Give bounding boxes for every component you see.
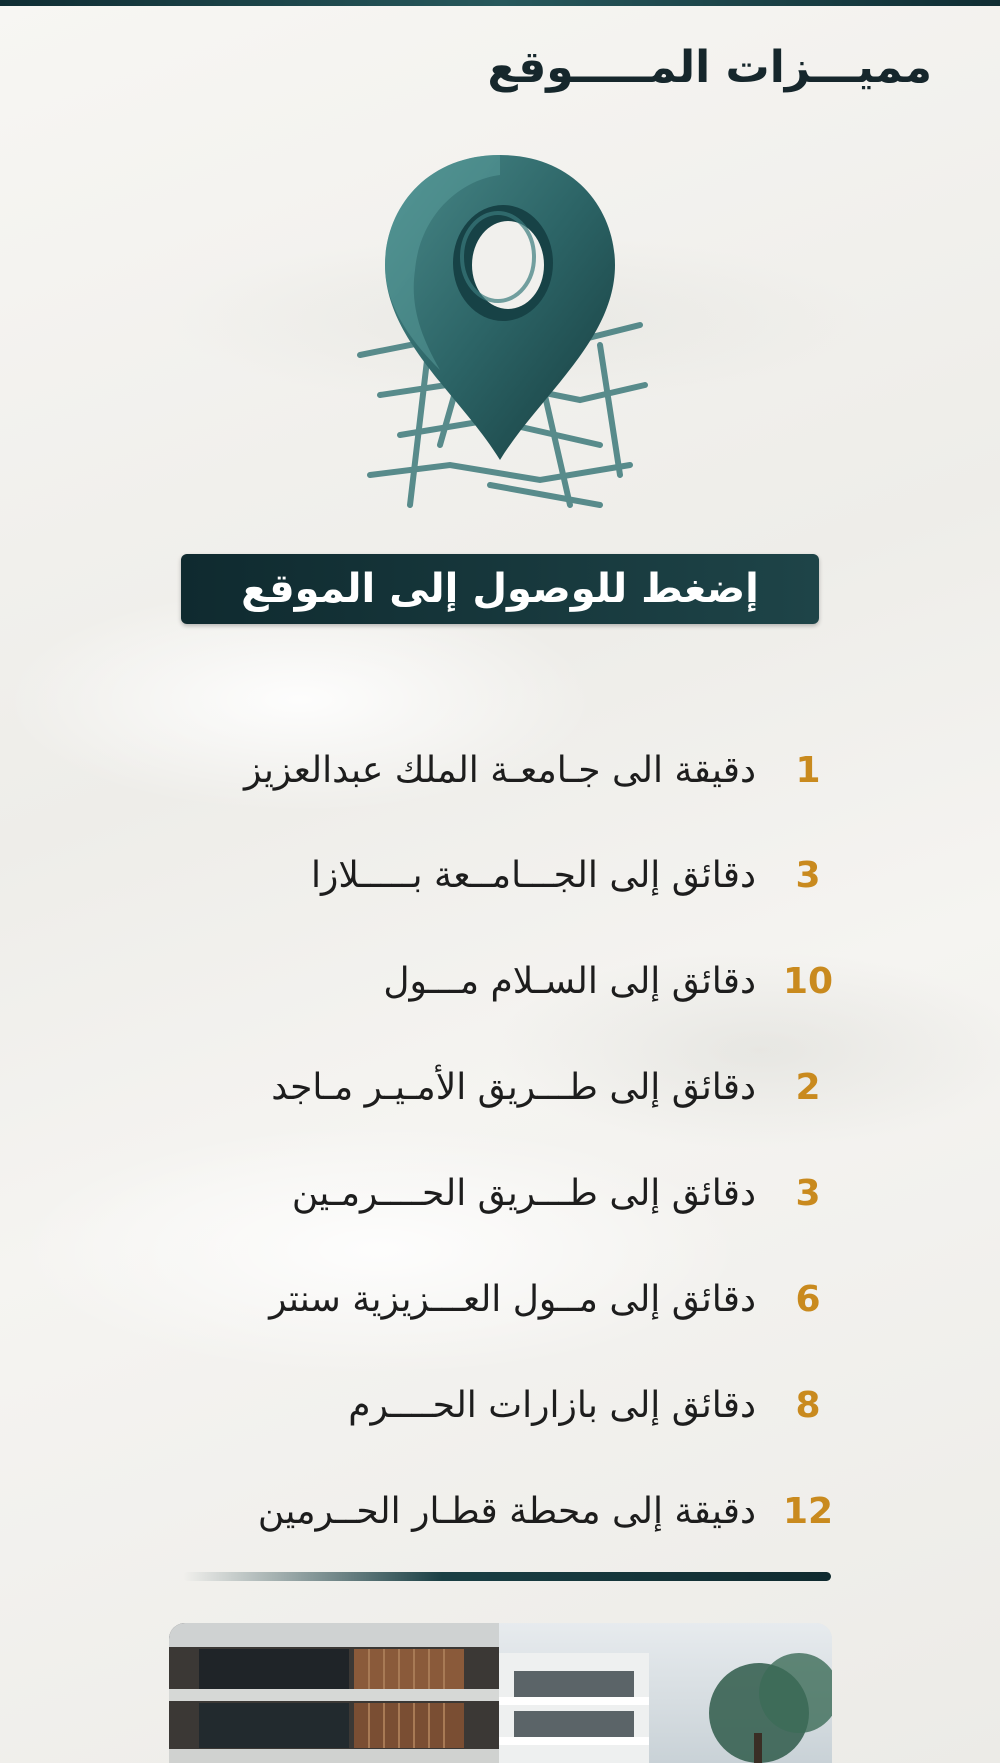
- minutes-number: 1: [795, 749, 821, 791]
- feature-text: دقائق إلى مــول العـــزيزية سنتر: [269, 1278, 756, 1320]
- list-item: [110, 1057, 850, 1117]
- minutes-number: 8: [795, 1384, 821, 1426]
- minutes-number: 2: [795, 1066, 821, 1108]
- list-item: [110, 1375, 850, 1435]
- minutes-number: 12: [782, 1490, 834, 1532]
- minutes-number: 10: [782, 960, 834, 1002]
- feature-text: دقيقة إلى محطة قطـار الحــرمين: [257, 1490, 756, 1532]
- list-item: [110, 951, 850, 1011]
- feature-text: دقائق إلى السـلام مـــول: [383, 960, 756, 1002]
- minutes-number: 3: [795, 854, 821, 896]
- feature-text: دقائق إلى الجـــامــعة بـــــلازا: [310, 854, 756, 896]
- location-pin-icon: [340, 145, 660, 525]
- building-photo: [169, 1623, 832, 1763]
- list-item: [110, 1163, 850, 1223]
- top-accent-bar: [0, 0, 1000, 6]
- go-to-location-button[interactable]: إضغط للوصول إلى الموقع: [181, 554, 819, 624]
- feature-text: دقيقة الى جـامعـة الملك عبدالعزيز: [244, 749, 756, 791]
- feature-text: دقائق إلى طـــريق الحــــرمـين: [291, 1172, 756, 1214]
- list-item: [110, 740, 850, 800]
- feature-text: دقائق إلى طـــريق الأمـيـر مـاجد: [271, 1066, 756, 1108]
- divider: [183, 1572, 831, 1581]
- minutes-number: 3: [795, 1172, 821, 1214]
- page-title: مميـــزات المـــــوقع: [487, 42, 932, 93]
- minutes-number: 6: [795, 1278, 821, 1320]
- list-item: [110, 1269, 850, 1329]
- list-item: [110, 845, 850, 905]
- list-item: [110, 1481, 850, 1541]
- feature-text: دقائق إلى بازارات الحــــرم: [348, 1384, 756, 1426]
